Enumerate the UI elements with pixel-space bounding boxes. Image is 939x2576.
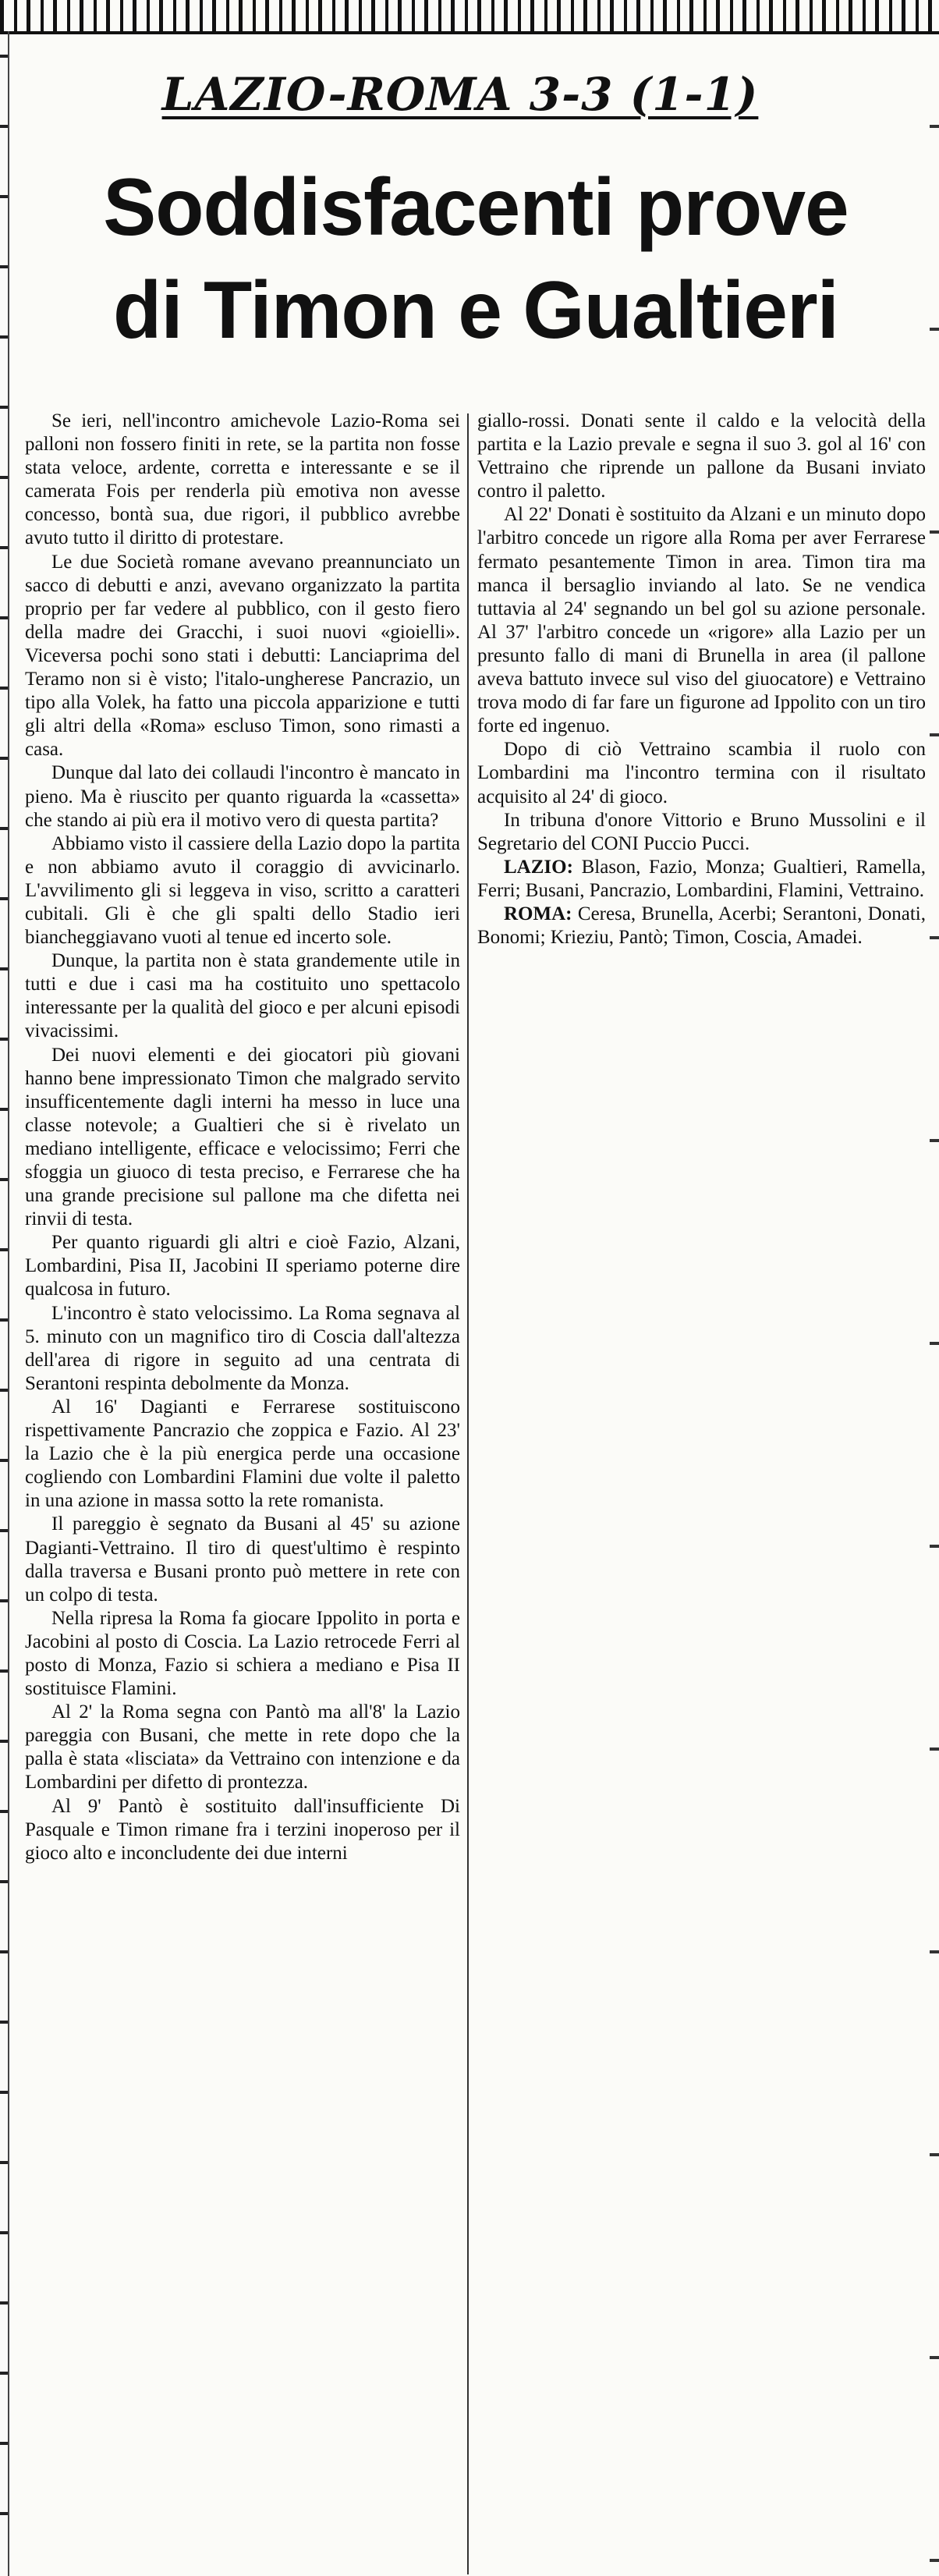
paragraph: L'incontro è stato velocissimo. La Roma segnava al 5. minuto con un magnifico tiro di Coscia dall'altezza dell'area di rigore in seguito ad una centrata di Serantoni respinta debolmente da Monza. — [25, 1302, 460, 1394]
lineup-players: Blason, Fazio, Monza; Gualtieri, Ramella, Ferri; Busani, Pancrazio, Lombardini, Flamini, Vettraino. — [477, 856, 926, 901]
lineup-lazio — [477, 856, 926, 903]
lineup-team-name: ROMA: — [504, 903, 572, 924]
paragraph: Al 2' la Roma segna con Pantò ma all'8' la Lazio pareggia con Busani, che mette in rete dopo che la palla è stata «lisciata» da Vettraino con intenzione e da Lombardini per difetto di prontezza. — [25, 1701, 460, 1794]
headline-line-1: Soddisfacenti prove — [103, 162, 849, 253]
top-border-rule — [0, 0, 939, 34]
paragraph: Dunque, la partita non è stata grandemente utile in tutti e due i casi ma ha costituito uno spettacolo interessante per la qualità del gioco e per alcuni episodi vivacissimi. — [25, 950, 460, 1042]
paragraph: Abbiamo visto il cassiere della Lazio dopo la partita e non abbiamo avuto il coraggio di avvicinarlo. L'avvilimento gli si leggeva in viso, scritto a caratteri cubitali. Gli è che gli spalti dello Stadio ieri biancheggiavano vuoti al tenue ed incerto sole. — [25, 832, 460, 949]
paragraph: Dopo di ciò Vettraino scambia il ruolo con Lombardini ma l'incontro termina con il risultato acquisito al 24' di gioco. — [477, 739, 926, 807]
paragraph: Nella ripresa la Roma fa giocare Ippolito in porta e Jacobini al posto di Coscia. La Lazio retrocede Ferri al posto di Monza, Fazio si schiera a mediano e Pisa II sostituisce Flamini. — [25, 1607, 460, 1700]
match-score-kicker: LAZIO-ROMA 3-3 (1-1) — [161, 68, 759, 121]
paragraph: Dei nuovi elementi e dei giocatori più giovani hanno bene impressionato Timon che malgrado servito insufficentemente dagli interni ha messo in luce una classe notevole; a Gualtieri che si è rivelato un mediano intelligente, efficace e velocissimo; Ferri che sfoggia un giuoco di testa preciso, e Ferrarese che ha una grande precisione sul pallone ma che difetta nei rinvii di testa. — [25, 1044, 460, 1230]
column-divider — [467, 413, 469, 2574]
lineup-team-name: LAZIO: — [504, 856, 573, 878]
left-margin-rule — [0, 31, 9, 2576]
lineup-players: Ceresa, Brunella, Acerbi; Serantoni, Donati, Bonomi; Krieziu, Pantò; Timon, Coscia, Amadei. — [477, 903, 927, 949]
paragraph: Al 22' Donati è sostituito da Alzani e un minuto dopo l'arbitro concede un rigore alla Roma per aver Ferrarese fermato pesantemente Timon in area. Timon tira ma manca il bersaglio inviando al lato. Se ne vendica tuttavia al 24' segnando un bel gol su azione personale. Al 37' l'arbitro concede un «rigore» alla Lazio per un presunto fallo di mani di Brunella in area (il pallone aveva battuto invece sul viso del giuocatore) e Vettraino trova modo di far fare un figurone ad Ippolito con un tiro forte ed ingenuo. — [477, 504, 926, 737]
headline — [33, 156, 920, 390]
paragraph: Le due Società romane avevano preannunciato un sacco di debutti e anzi, avevano organizzato la partita proprio per far vedere al pubblico, con il gesto fiero della madre dei Gracchi, i suoi nuovi «gioielli». Viceversa pochi sono stati i debutti: Lanciaprima del Teramo non si è visto; l'italo-ungherese Pancrazio, un tipo alla Volek, ha fatto una piccola apparizione e tutti gli altri della «Roma» escluso Timon, sono rimasti a casa. — [25, 551, 460, 761]
right-margin-edge — [930, 31, 939, 2576]
paragraph: giallo-rossi. Donati sente il caldo e la velocità della partita e la Lazio prevale e segna il suo 3. gol al 16' con Vettraino che riprende un pallone da Busani inviato contro il paletto. — [477, 410, 926, 502]
paragraph: Per quanto riguardi gli altri e cioè Fazio, Alzani, Lombardini, Pisa II, Jacobini II speriamo poterne dire qualcosa in futuro. — [25, 1232, 460, 1300]
paragraph: Dunque dal lato dei collaudi l'incontro è mancato in pieno. Ma è riuscito per quanto riguarda la «cassetta» che stando ai più era il motivo vero di questa partita? — [25, 762, 460, 831]
paragraph: Al 9' Pantò è sostituito dall'insufficiente Di Pasquale e Timon rimane fra i terzini inoperoso per il gioco alto e inconcludente dei due interni — [25, 1795, 460, 1864]
paragraph: Il pareggio è segnato da Busani al 45' su azione Dagianti-Vettraino. Il tiro di quest'ultimo è respinto dalla traversa e Busani pronto può mettere in rete con un colpo di testa. — [25, 1513, 460, 1606]
headline-line-2: di Timon e Gualtieri — [113, 265, 838, 356]
left-text-column — [25, 410, 460, 2571]
paragraph: Al 16' Dagianti e Ferrarese sostituiscono rispettivamente Pancrazio che zoppica e Fazio. Al 23' la Lazio che è la più energica perde una occasione cogliendo con Lombardini Flamini due volte il paletto in una azione in massa sotto la rete romanista. — [25, 1396, 460, 1512]
paragraph: In tribuna d'onore Vittorio e Bruno Mussolini e il Segretario del CONI Puccio Pucci. — [477, 809, 926, 854]
right-text-column — [477, 410, 926, 1252]
paragraph: Se ieri, nell'incontro amichevole Lazio-Roma sei palloni non fossero finiti in rete, se la partita non fosse stata veloce, ardente, corretta e interessante e se il camerata Fois per renderla più emotiva non avesse concesso, bontà sua, due rigori, il pubblico avrebbe avuto tutto il diritto di protestare. — [25, 410, 460, 549]
lineup-roma — [477, 903, 926, 949]
